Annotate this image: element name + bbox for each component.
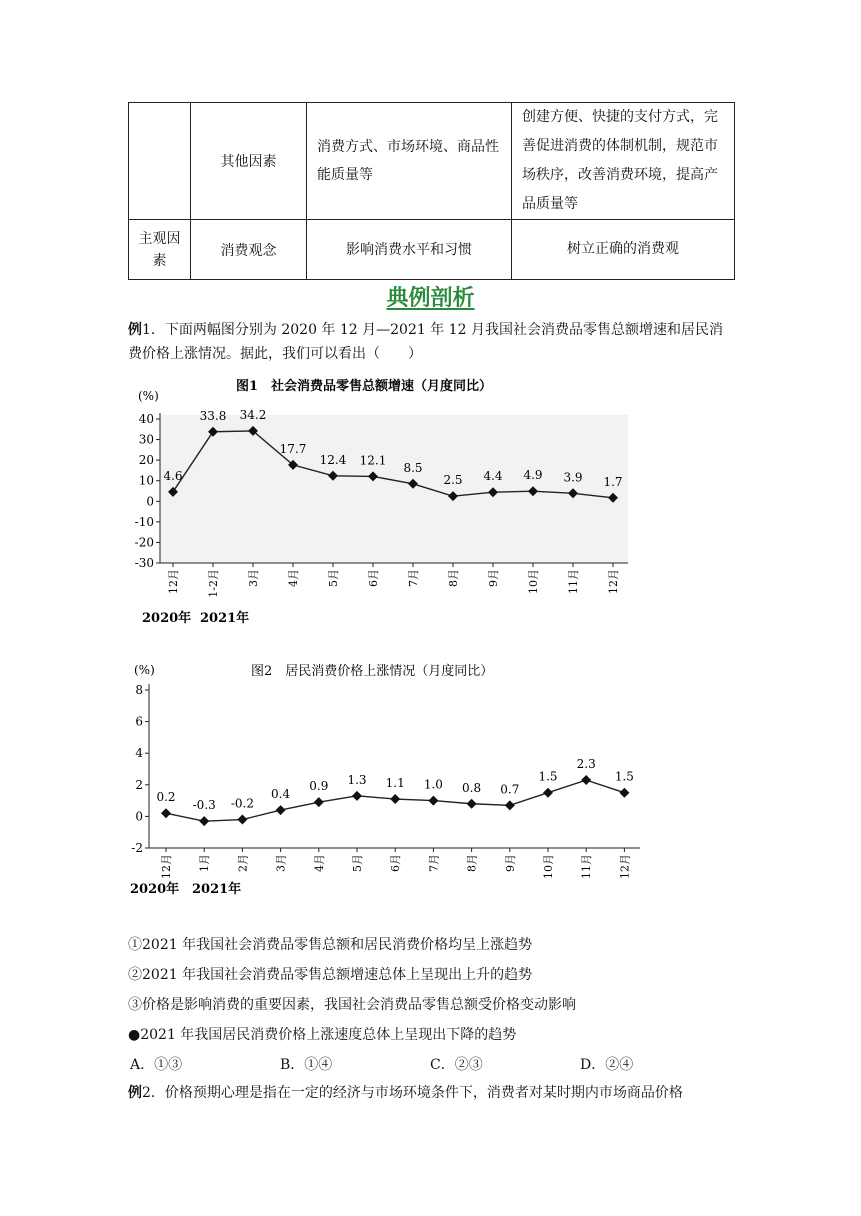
x-tick-label: 1-2月 (207, 569, 220, 598)
example2-question (128, 1081, 748, 1105)
plot-background (160, 415, 628, 563)
x-tick-label: 4月 (312, 854, 326, 872)
data-point (505, 800, 515, 810)
y-tick-label: 0 (135, 809, 143, 824)
y-tick-label: 10 (138, 473, 154, 488)
y-tick-label: 20 (138, 453, 154, 468)
measure-cell: 创建方便、快捷的支付方式，完善促进消费的体制机制，规范市场秩序，改善消费环境，提高产品质量等 (512, 103, 735, 220)
chart2 (120, 655, 740, 905)
table-row (129, 103, 735, 220)
x-tick-label: 10月 (542, 854, 555, 879)
y-tick-label: 0 (146, 494, 154, 509)
x-tick-label: 6月 (389, 854, 403, 872)
data-label: 8.5 (403, 460, 423, 475)
data-label: 0.9 (309, 779, 329, 794)
option-a[interactable]: A．①③ (130, 1057, 183, 1073)
x-tick-label: 8月 (447, 569, 460, 587)
data-label: 12.1 (359, 453, 387, 468)
factor-cell: 其他因素 (191, 103, 307, 220)
data-point (237, 815, 247, 825)
data-point (161, 808, 171, 818)
x-tick-label: 10月 (527, 569, 540, 594)
y-tick-label: 40 (138, 412, 154, 426)
statement-1: ①2021 年我国社会消费品零售总额和居民消费价格均呈上涨趋势 (128, 937, 533, 953)
x-tick-label: 11月 (567, 569, 580, 594)
table-row (129, 220, 735, 280)
x-tick-label: 12月 (618, 854, 632, 879)
example1-text: 1．下面两幅图分别为 2020 年 12 月—2021 年 12 月我国社会消费品零售总额增速和居民消费价格上涨情况。据此，我们可以看出（ ） (128, 322, 723, 362)
x-tick-label: 12月 (160, 854, 173, 879)
data-point (314, 797, 324, 807)
data-label: -0.3 (192, 798, 216, 813)
x-tick-label: 4月 (287, 569, 300, 587)
x-tick-label: 9月 (503, 854, 517, 872)
data-label: 12.4 (319, 452, 347, 467)
option-d[interactable]: D．②④ (580, 1057, 634, 1073)
example1-question (128, 318, 734, 366)
data-label: 4.4 (483, 469, 503, 484)
y-tick-label: -2 (131, 841, 143, 855)
x-tick-label: 6月 (367, 569, 380, 587)
data-point (619, 788, 629, 798)
data-label: -0.2 (230, 796, 254, 811)
data-label: 1.5 (538, 769, 558, 784)
x-tick-label: 8月 (465, 854, 479, 872)
statement-4: ●2021 年我国居民消费价格上涨速度总体上呈现出下降的趋势 (128, 1027, 517, 1043)
x-tick-label: 11月 (580, 854, 594, 879)
subject-cell (129, 103, 191, 220)
year-label: 2021年 (192, 882, 242, 897)
data-label: 2.5 (443, 473, 463, 488)
statement-3: ③价格是影响消费的重要因素，我国社会消费品零售总额受价格变动影响 (128, 997, 576, 1013)
section-title (0, 281, 861, 312)
data-label: 1.0 (423, 777, 443, 792)
y-tick-label: 30 (138, 432, 154, 447)
y-tick-label: -20 (134, 535, 154, 550)
chart-title: 图2 居民消费价格上涨情况（月度同比） (251, 664, 494, 679)
data-label: 1.7 (603, 474, 623, 489)
x-tick-label: 1月 (198, 854, 212, 872)
option-b[interactable]: B．①④ (280, 1057, 333, 1073)
x-tick-label: 3月 (247, 569, 260, 587)
factor-cell: 消费观念 (191, 220, 307, 280)
data-label: 0.7 (500, 782, 520, 797)
x-tick-label: 12月 (167, 569, 180, 594)
measure-cell: 树立正确的消费观 (512, 220, 735, 280)
chart1 (120, 376, 740, 631)
x-tick-label: 2月 (236, 854, 250, 872)
data-point (428, 796, 438, 806)
data-label: 17.7 (279, 441, 307, 456)
data-label: 4.6 (163, 468, 183, 483)
y-tick-label: -10 (134, 514, 154, 529)
subject-cell: 主观因素 (129, 220, 191, 280)
factors-table (128, 102, 735, 280)
example2-text: 2．价格预期心理是指在一定的经济与市场环境条件下，消费者对某时期内市场商品价格 (142, 1085, 683, 1101)
chart1-svg (120, 376, 740, 631)
x-tick-label: 12月 (607, 569, 620, 594)
data-point (543, 788, 553, 798)
data-point (390, 794, 400, 804)
influence-cell: 消费方式、市场环境、商品性能质量等 (307, 103, 512, 220)
y-axis-unit: (%) (138, 389, 159, 403)
data-label: 1.5 (614, 769, 634, 784)
year-label: 2020年 (130, 882, 180, 897)
y-tick-label: 8 (135, 683, 143, 697)
data-point (276, 805, 286, 815)
data-label: 0.2 (156, 790, 176, 805)
data-label: 33.8 (199, 408, 227, 423)
data-label: 3.9 (563, 470, 583, 485)
data-point (467, 799, 477, 809)
chart2-svg (120, 655, 740, 905)
year-label: 2020年 (142, 611, 192, 626)
answer-options (128, 1053, 748, 1077)
data-point (352, 791, 362, 801)
y-tick-label: -30 (134, 556, 154, 570)
y-axis-unit: (%) (134, 663, 155, 677)
x-tick-label: 5月 (327, 569, 340, 587)
data-label: 2.3 (576, 757, 596, 772)
statements-list (128, 933, 748, 1053)
data-label: 1.1 (385, 776, 405, 791)
x-tick-label: 9月 (487, 569, 500, 587)
example-label: 例 (128, 1085, 142, 1101)
data-label: 1.3 (347, 772, 367, 787)
x-tick-label: 7月 (407, 569, 420, 587)
x-tick-label: 5月 (351, 854, 364, 872)
data-label: 34.2 (239, 407, 267, 422)
data-label: 0.4 (271, 787, 291, 802)
data-label: 4.9 (523, 468, 543, 483)
data-point (581, 775, 591, 785)
influence-cell: 影响消费水平和习惯 (307, 220, 512, 280)
option-c[interactable]: C．②③ (430, 1057, 483, 1073)
y-tick-label: 2 (135, 777, 143, 792)
x-tick-label: 7月 (427, 854, 441, 872)
data-label: 0.8 (462, 780, 482, 795)
example-label: 例 (128, 322, 142, 338)
statement-2: ②2021 年我国社会消费品零售总额增速总体上呈现出上升的趋势 (128, 967, 533, 983)
x-tick-label: 3月 (274, 854, 288, 872)
y-tick-label: 6 (135, 714, 143, 729)
chart-title: 图1 社会消费品零售总额增速（月度同比） (236, 379, 493, 394)
section-title-text: 典例剖析 (386, 286, 475, 311)
data-point (199, 816, 209, 826)
year-label: 2021年 (200, 611, 250, 626)
y-tick-label: 4 (135, 746, 143, 761)
